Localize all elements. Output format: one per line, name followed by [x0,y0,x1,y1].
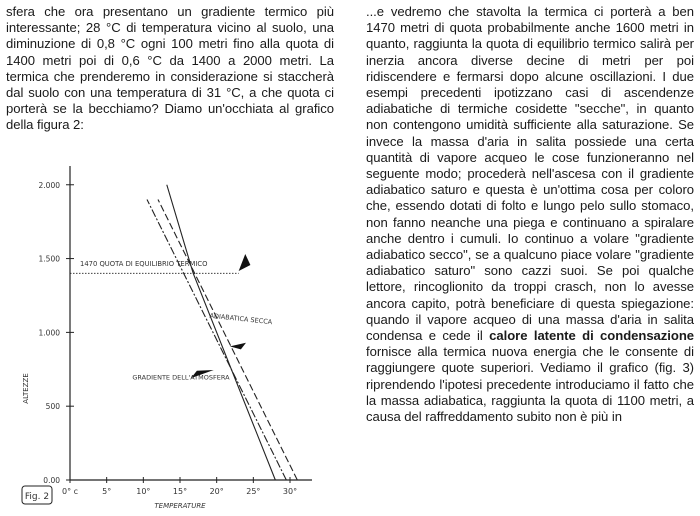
equilibrium-annotation: 1470 QUOTA DI EQUILIBRIO TERMICO [80,260,208,268]
right-text-after: fornisce alla termica nuova energia che le consente di raggiungere quote superiori. Vediamo il grafico (fig. 3) riprendendo l'ipotesi precedente introduciamo il fatto che la massa adiabatica, raggiunta la quota di 1100 metri, a causa del raffreddamento subito non è più in [366,344,694,425]
x-tick-label: 5° [102,487,112,496]
series-line-1 [158,200,297,480]
x-tick-label: 30° [282,487,298,496]
x-axis-title: TEMPERATURE [154,502,206,510]
left-paragraph: sfera che ora presentano un gradiente termico più interessante; 28 °C di temperatura vicino al suolo, una diminuzione di 0,8 °C ogni 100 metri fino alla quota di 1400 metri poi di 0,6 °C da 1400 a 2000 metri. La termica che prenderemo in considerazione si staccherà dal suolo con una temperatura di 31 °C, a che quota ci porterà se la becchiamo? Diamo un'occhiata al grafico della figura 2: [6,4,334,133]
x-tick-label: 25° [246,487,261,496]
bold-term: calore latente di condensazione [489,328,694,344]
y-tick-label: 1.000 [38,328,60,338]
series-line-0 [167,185,276,480]
left-column [6,4,334,134]
series-line-2 [147,200,286,480]
right-paragraph [366,4,694,425]
y-tick-label: 1.500 [38,254,60,264]
x-tick-label: 10° [136,487,151,496]
equilibrium-arrow [239,254,251,271]
atmosphere-gradient-annotation: GRADIENTE DELL'ATMOSFERA [132,373,230,382]
x-tick-label: 15° [172,487,188,496]
x-tick-label: 0° c [61,487,79,496]
x-tick-label: 20° [209,487,224,496]
temperature-altitude-chart [0,160,350,516]
y-tick-label: 500 [45,402,60,412]
y-tick-label: 0.00 [43,476,60,485]
adiabatic-annotation: ADIABATICA SECCA [209,311,273,327]
y-axis-title: ALTEZZE [22,373,30,404]
right-text-before: ...e vedremo che stavolta la termica ci porterà a ben 1470 metri di quota probabilmente anche 1600 metri in quanto, raggiunta la quota di equilibrio termico salirà per inerzia ancora diverse decine di metri per poi ridiscendere e fermarsi dopo alcune oscillazioni. I due esempi precedenti ipotizzano casi di ascendenze adiabatiche di termiche cosidette "secche", in quanto non contengono umidità sufficiente alla saturazione. Se invece la massa d'aria in salita possiede una certa quantità di vapore acqueo le cose funzioneranno nel seguente modo; procederà nell'ascesa con il gradiente adiabatico saturo e questa è un'ottima cosa per coloro che, essendo dotati di folto e lungo pelo sullo stomaco, non fanno neanche una piega e continuano a spiralare anche dentro i cumuli. Io continuo a volare "gradiente adiabatico secco", se a qualcuno piace volare "gradiente adiabatico saturo" sono cazzi suoi. Se poi qualche lettore, rincoglionito da troppi crasch, non lo avesse ancora capito, potrà beneficiare di questa spiegazione: quando il vapore acqueo di una massa d'aria in salita condensa e cede il [366,4,694,344]
figure-label: Fig. 2 [24,492,50,502]
y-tick-label: 2.000 [38,180,60,190]
right-column [366,4,694,425]
figure-2 [0,160,350,516]
